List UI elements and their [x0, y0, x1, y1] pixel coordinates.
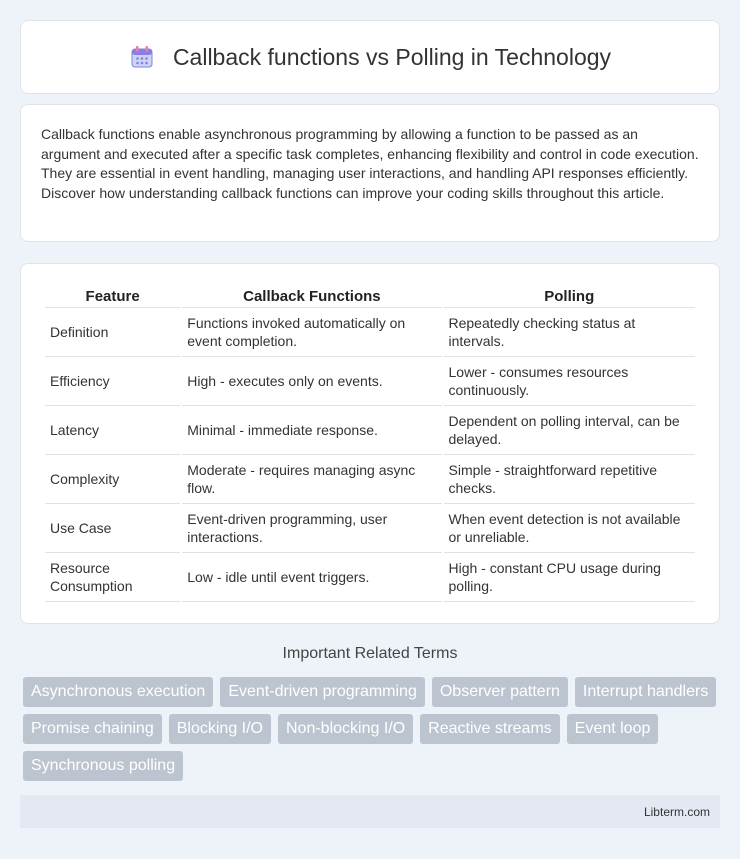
feature-cell: Efficiency: [45, 357, 180, 406]
callback-cell: High - executes only on events.: [182, 357, 441, 406]
title-card: [20, 20, 720, 94]
comparison-table: [43, 282, 697, 602]
polling-cell: Repeatedly checking status at intervals.: [444, 308, 696, 357]
intro-card: [20, 104, 720, 242]
polling-cell: Lower - consumes resources continuously.: [444, 357, 696, 406]
related-terms-title: Important Related Terms: [282, 645, 458, 662]
callback-cell: Low - idle until event triggers.: [182, 553, 441, 602]
page-title: Callback functions vs Polling in Technology: [172, 43, 612, 70]
table-row: [45, 504, 695, 553]
comparison-card: [20, 263, 720, 624]
footer: [20, 795, 720, 828]
polling-cell: When event detection is not available or unreliable.: [444, 504, 696, 553]
polling-cell: Dependent on polling interval, can be delayed.: [444, 406, 696, 455]
callback-cell: Minimal - immediate response.: [182, 406, 441, 455]
header-feature: Feature: [45, 282, 180, 308]
table-header-row: [45, 282, 695, 308]
feature-cell: Definition: [45, 308, 180, 357]
related-term-tag[interactable]: Reactive streams: [420, 714, 560, 744]
related-term-tag[interactable]: Promise chaining: [23, 714, 162, 744]
header-polling: Polling: [444, 282, 696, 308]
related-term-tag[interactable]: Non-blocking I/O: [278, 714, 413, 744]
related-term-tag[interactable]: Blocking I/O: [169, 714, 271, 744]
feature-cell: Resource Consumption: [45, 553, 180, 602]
callback-cell: Moderate - requires managing async flow.: [182, 455, 441, 504]
related-term-tag[interactable]: Asynchronous execution: [23, 677, 213, 707]
related-terms-list: [23, 677, 723, 781]
related-term-tag[interactable]: Interrupt handlers: [575, 677, 716, 707]
callback-cell: Functions invoked automatically on event completion.: [182, 308, 441, 357]
related-term-tag[interactable]: Event loop: [567, 714, 659, 744]
related-term-tag[interactable]: Observer pattern: [432, 677, 568, 707]
calendar-icon: [129, 44, 155, 70]
table-row: [45, 357, 695, 406]
intro-text: Callback functions enable asynchronous programming by allowing a function to be passed as an argument and executed after a specific task completes, enhancing flexibility and control in code execution. They are essential in event handling, managing user interactions, and handling API responses efficiently. Discover how understanding callback functions can improve your coding skills throughout this article.: [41, 126, 699, 201]
polling-cell: High - constant CPU usage during polling.: [444, 553, 696, 602]
related-term-tag[interactable]: Synchronous polling: [23, 751, 183, 781]
header-callback: Callback Functions: [182, 282, 441, 308]
table-row: [45, 406, 695, 455]
feature-cell: Complexity: [45, 455, 180, 504]
polling-cell: Simple - straightforward repetitive checks.: [444, 455, 696, 504]
footer-brand[interactable]: Libterm.com: [643, 804, 710, 819]
table-row: [45, 553, 695, 602]
feature-cell: Latency: [45, 406, 180, 455]
feature-cell: Use Case: [45, 504, 180, 553]
callback-cell: Event-driven programming, user interactions.: [182, 504, 441, 553]
related-term-tag[interactable]: Event-driven programming: [220, 677, 425, 707]
table-row: [45, 455, 695, 504]
table-row: [45, 308, 695, 357]
